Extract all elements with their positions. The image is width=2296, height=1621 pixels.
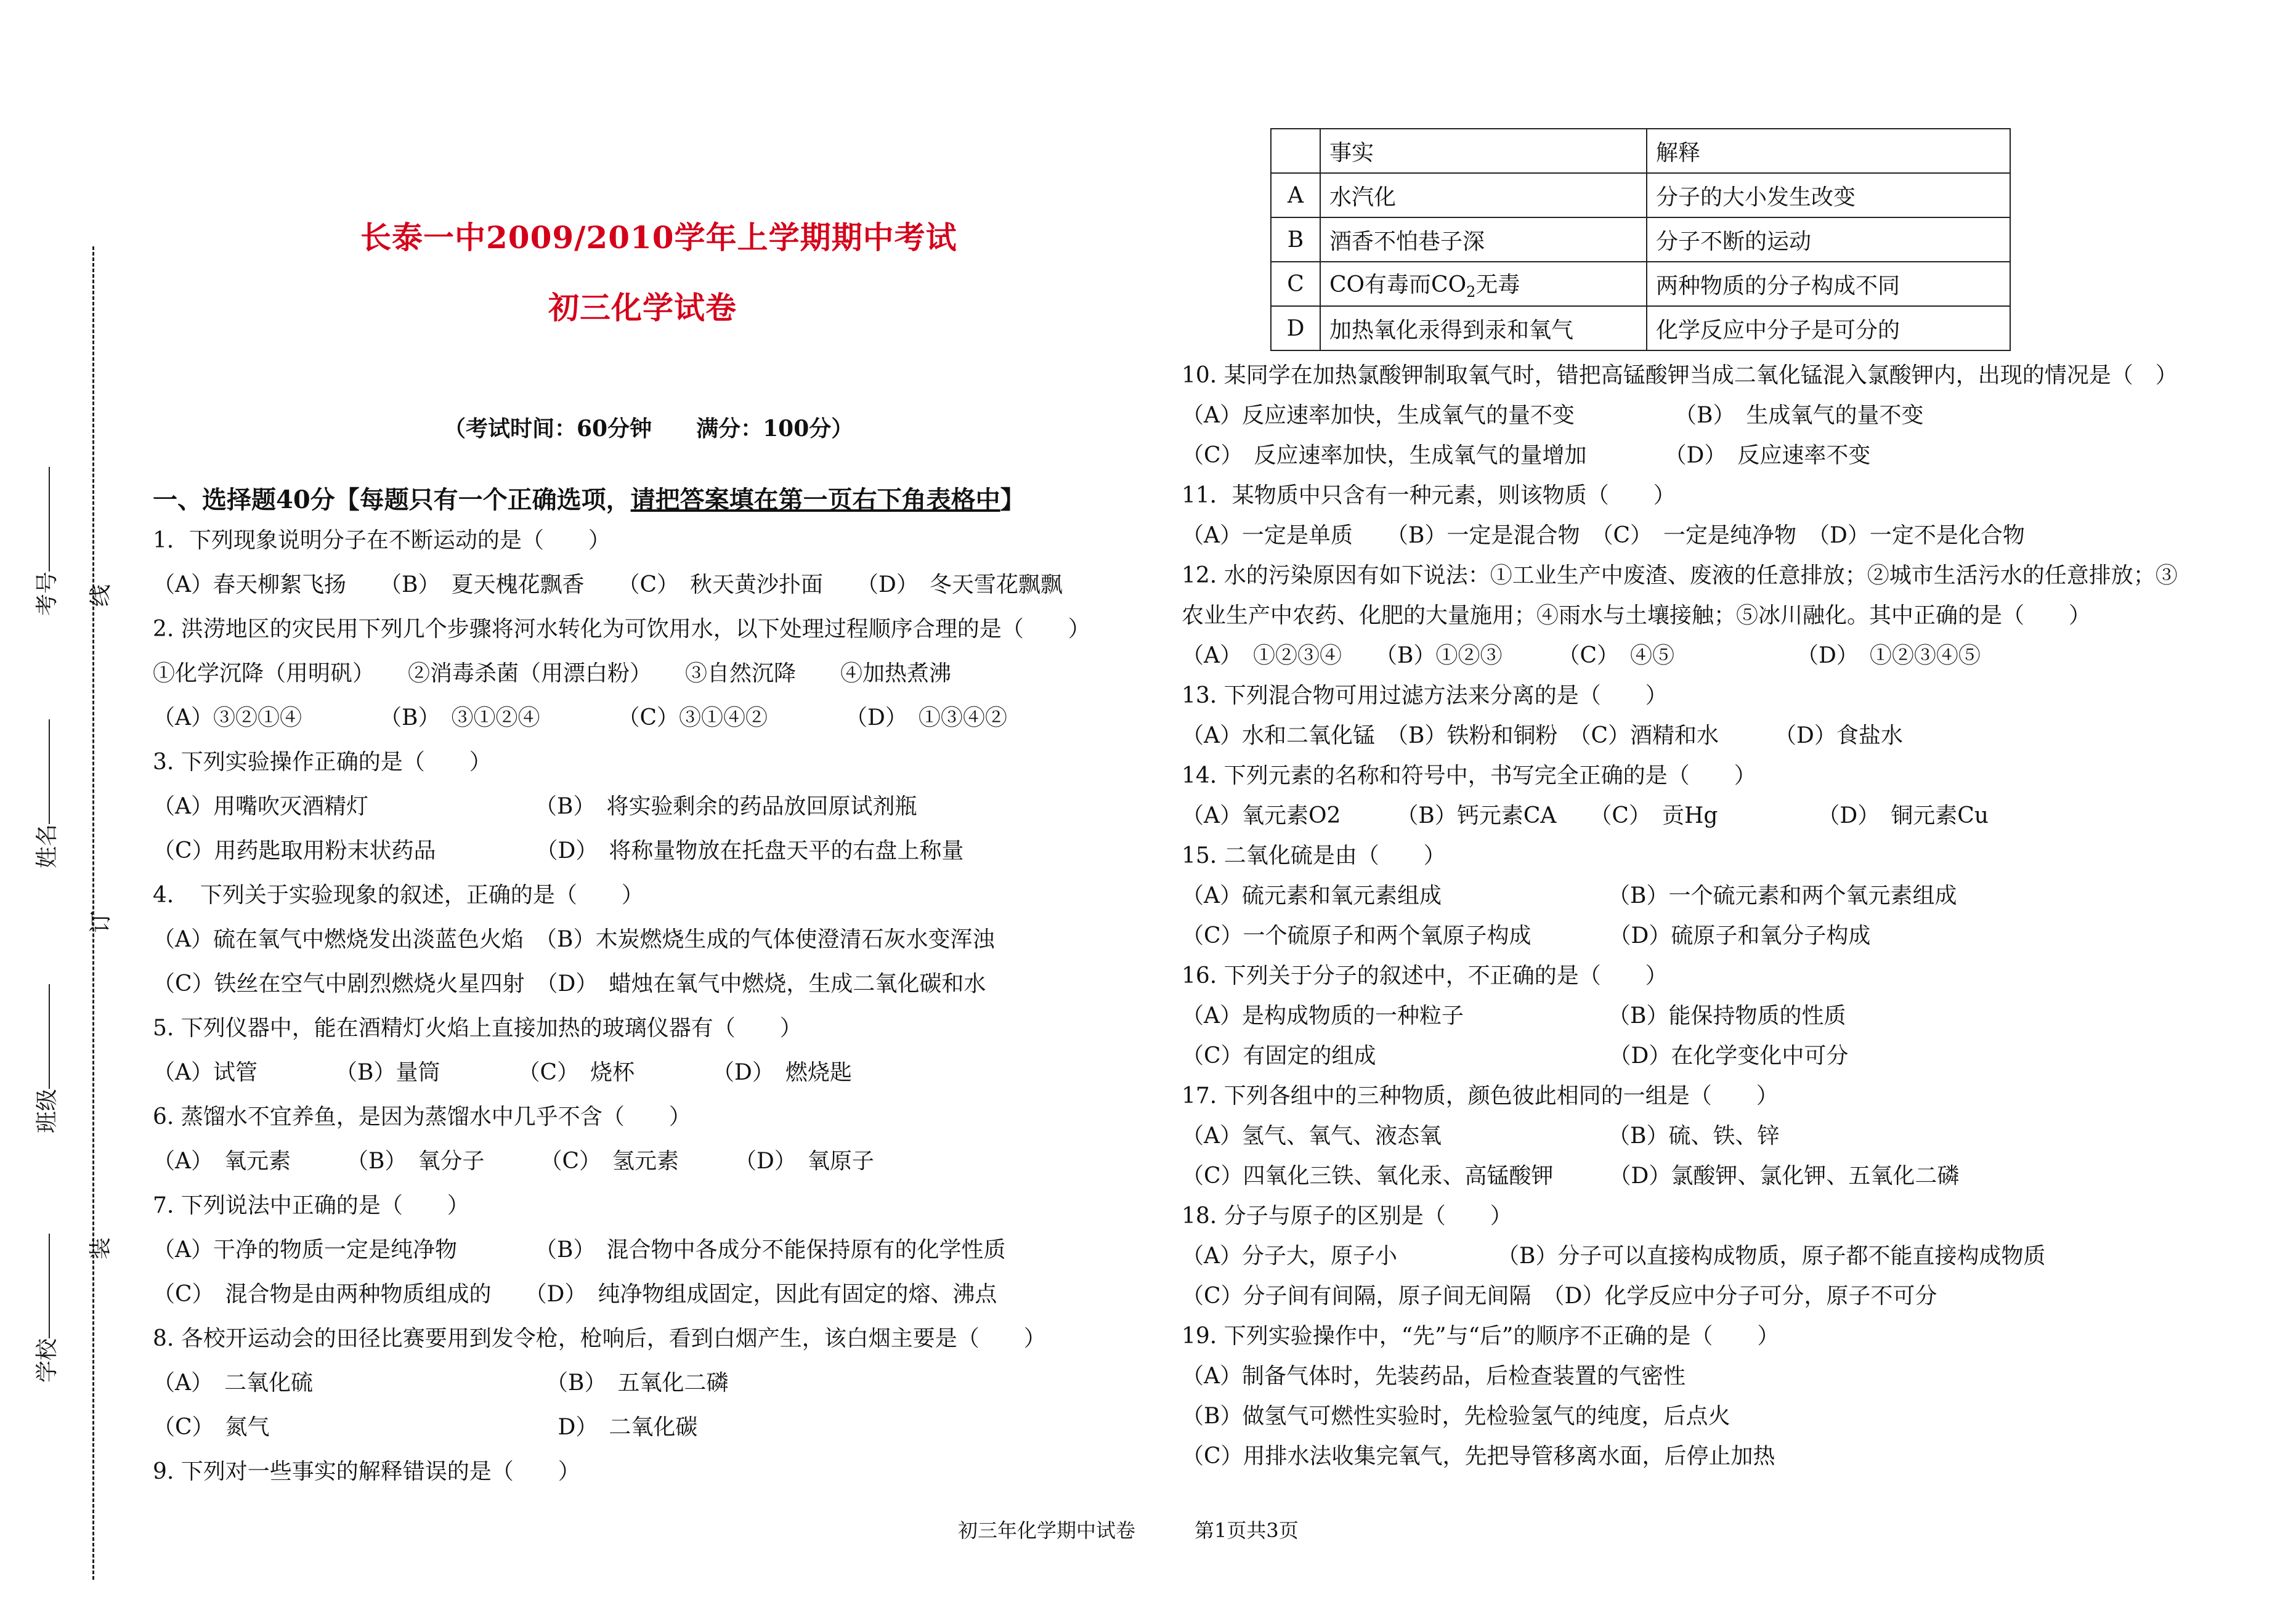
table-key: D bbox=[1271, 306, 1320, 350]
name-blank[interactable] bbox=[47, 719, 50, 824]
section-suffix: 】 bbox=[1000, 485, 1025, 514]
right-line: （C）用排水法收集完氧气，先把导管移离水面，后停止加热 bbox=[1182, 1444, 1775, 1469]
right-line: 14. 下列元素的名称和符号中，书写完全正确的是（ ） bbox=[1182, 763, 1756, 788]
exam-subtitle: 初三化学试卷 bbox=[548, 289, 737, 326]
right-line: 13. 下列混合物可用过滤方法来分离的是（ ） bbox=[1182, 683, 1668, 708]
table-header-cell bbox=[1271, 129, 1320, 173]
cut-line-label: 线 bbox=[88, 584, 113, 607]
right-line: （A）水和二氧化锰 （B）铁粉和铜粉 （C）酒精和水 （D）食盐水 bbox=[1182, 723, 1903, 748]
left-line: 4． 下列关于实验现象的叙述，正确的是（ ） bbox=[153, 883, 644, 908]
section-heading bbox=[153, 480, 1025, 515]
table-key: C bbox=[1271, 262, 1320, 306]
left-line: 7. 下列说法中正确的是（ ） bbox=[153, 1193, 469, 1218]
right-line: 17. 下列各组中的三种物质，颜色彼此相同的一组是（ ） bbox=[1182, 1083, 1779, 1109]
table-explain: 分子的大小发生改变 bbox=[1647, 173, 2010, 217]
left-line: 8. 各校开运动会的田径比赛要用到发令枪，枪响后，看到白烟产生，该白烟主要是（ ） bbox=[153, 1326, 1046, 1351]
table-row bbox=[1271, 306, 2010, 350]
staple-label-ding: 订 bbox=[88, 910, 113, 933]
left-line: 9. 下列对一些事实的解释错误的是（ ） bbox=[153, 1459, 580, 1484]
school-field bbox=[30, 1234, 61, 1383]
page-footer: 初三年化学期中试卷 第1页共3页 bbox=[958, 1519, 1299, 1542]
left-line: （C）用药匙取用粉末状药品 （D） 将称量物放在托盘天平的右盘上称量 bbox=[153, 838, 964, 863]
exam-title: 长泰一中2009/2010学年上学期期中考试 bbox=[360, 219, 957, 256]
left-line: 5. 下列仪器中，能在酒精灯火焰上直接加热的玻璃仪器有（ ） bbox=[153, 1016, 802, 1041]
right-line: （A）氧元素O2 （B）钙元素CA （C） 贡Hg （D） 铜元素Cu bbox=[1182, 803, 1989, 828]
exam-info: （考试时间：60分钟 满分：100分） bbox=[444, 416, 854, 442]
right-line: （C）分子间有间隔，原子间无间隔 （D）化学反应中分子可分，原子不可分 bbox=[1182, 1283, 1937, 1309]
name-label: 姓名 bbox=[34, 823, 60, 868]
right-line: （C） 反应速率加快，生成氧气的量增加 （D） 反应速率不变 bbox=[1182, 443, 1871, 468]
right-line: （A）制备气体时，先装药品，后检查装置的气密性 bbox=[1182, 1364, 1685, 1389]
table-fact bbox=[1320, 262, 1647, 306]
table-row bbox=[1271, 262, 2010, 306]
table-key: B bbox=[1271, 217, 1320, 262]
left-line: （A）用嘴吹灭酒精灯 （B） 将实验剩余的药品放回原试剂瓶 bbox=[153, 794, 917, 819]
name-field bbox=[30, 719, 61, 868]
table-explain: 两种物质的分子构成不同 bbox=[1647, 262, 2010, 306]
class-label: 班级 bbox=[34, 1088, 60, 1133]
left-line: （C） 混合物是由两种物质组成的 （D） 纯净物组成固定，因此有固定的熔、沸点 bbox=[153, 1282, 997, 1307]
table-fact-sub: 2 bbox=[1466, 283, 1476, 301]
table-fact-post: 无毒 bbox=[1475, 272, 1520, 297]
table-header-cell: 解释 bbox=[1647, 129, 2010, 173]
right-line: 15. 二氧化硫是由（ ） bbox=[1182, 843, 1446, 868]
left-line: 2. 洪涝地区的灾民用下列几个步骤将河水转化为可饮用水，以下处理过程顺序合理的是（ ） bbox=[153, 616, 1090, 642]
right-line: 16. 下列关于分子的叙述中，不正确的是（ ） bbox=[1182, 963, 1668, 988]
left-line: （A）干净的物质一定是纯净物 （B） 混合物中各成分不能保持原有的化学性质 bbox=[153, 1237, 1006, 1263]
right-line: 农业生产中农药、化肥的大量施用；④雨水与土壤接触；⑤冰川融化。其中正确的是（ ） bbox=[1182, 603, 2091, 628]
bind-label-zhuang: 装 bbox=[88, 1237, 113, 1259]
left-line: ①化学沉降（用明矾） ②消毒杀菌（用漂白粉） ③自然沉降 ④加热煮沸 bbox=[153, 661, 952, 686]
table-header-cell: 事实 bbox=[1320, 129, 1647, 173]
left-line: （A）硫在氧气中燃烧发出淡蓝色火焰 （B）木炭燃烧生成的气体使澄清石灰水变浑浊 bbox=[153, 927, 995, 952]
left-line: 6. 蒸馏水不宜养鱼，是因为蒸馏水中几乎不含（ ） bbox=[153, 1104, 691, 1130]
left-line: 3. 下列实验操作正确的是（ ） bbox=[153, 750, 492, 775]
left-line: （A）③②①④ （B） ③①②④ （C）③①④② （D） ①③④② bbox=[153, 705, 1007, 730]
table-fact: 加热氧化汞得到汞和氧气 bbox=[1320, 306, 1647, 350]
school-blank[interactable] bbox=[47, 1234, 50, 1338]
right-line: （A）反应速率加快，生成氧气的量不变 （B） 生成氧气的量不变 bbox=[1182, 403, 1924, 428]
right-line: （A）氢气、氧气、液态氧 （B）硫、铁、锌 bbox=[1182, 1123, 1780, 1149]
left-line: （C） 氮气 D） 二氧化碳 bbox=[153, 1415, 698, 1440]
right-line: （A）是构成物质的一种粒子 （B）能保持物质的性质 bbox=[1182, 1003, 1846, 1029]
right-line: （A） ①②③④ （B）①②③ （C） ④⑤ （D） ①②③④⑤ bbox=[1182, 643, 1981, 668]
class-field bbox=[30, 984, 61, 1133]
section-underlined: 请把答案填在第一页右下角表格中 bbox=[630, 485, 1000, 514]
exam-number-label: 考号 bbox=[34, 571, 60, 616]
table-key: A bbox=[1271, 173, 1320, 217]
right-line: 11．某物质中只含有一种元素，则该物质（ ） bbox=[1182, 483, 1676, 508]
facts-table bbox=[1270, 128, 2011, 351]
left-line: （A） 二氧化硫 （B） 五氧化二磷 bbox=[153, 1370, 729, 1396]
right-line: 12. 水的污染原因有如下说法：①工业生产中废渣、废液的任意排放；②城市生活污水的任意排放；③ bbox=[1182, 563, 2178, 588]
left-line: （A）试管 （B）量筒 （C） 烧杯 （D） 燃烧匙 bbox=[153, 1060, 852, 1085]
table-header-row bbox=[1271, 129, 2010, 173]
right-line: （C）一个硫原子和两个氧原子构成 （D）硫原子和氧分子构成 bbox=[1182, 923, 1871, 948]
table-fact: 酒香不怕巷子深 bbox=[1320, 217, 1647, 262]
class-blank[interactable] bbox=[47, 984, 50, 1089]
table-fact-pre: CO有毒而CO bbox=[1329, 272, 1467, 297]
exam-number-blank[interactable] bbox=[47, 467, 50, 572]
right-line: 19. 下列实验操作中，“先”与“后”的顺序不正确的是（ ） bbox=[1182, 1324, 1780, 1349]
right-line: 18. 分子与原子的区别是（ ） bbox=[1182, 1203, 1512, 1229]
right-line: （A）一定是单质 （B）一定是混合物 （C） 一定是纯净物 （D）一定不是化合物 bbox=[1182, 523, 2025, 548]
exam-number-field bbox=[30, 467, 61, 616]
section-prefix: 一、选择题40分【每题只有一个正确选项， bbox=[153, 485, 631, 514]
school-label: 学校 bbox=[34, 1338, 60, 1383]
table-explain: 化学反应中分子是可分的 bbox=[1647, 306, 2010, 350]
right-line: 10. 某同学在加热氯酸钾制取氧气时，错把高锰酸钾当成二氧化锰混入氯酸钾内，出现的情况是（ ） bbox=[1182, 363, 2178, 388]
left-line: （A）春天柳絮飞扬 （B） 夏天槐花飘香 （C） 秋天黄沙扑面 （D） 冬天雪花飘飘 bbox=[153, 572, 1063, 597]
table-row bbox=[1271, 217, 2010, 262]
table-fact: 水汽化 bbox=[1320, 173, 1647, 217]
right-line: （A）分子大，原子小 （B）分子可以直接构成物质，原子都不能直接构成物质 bbox=[1182, 1243, 2046, 1269]
right-line: （C）四氧化三铁、氧化汞、高锰酸钾 （D）氯酸钾、氯化钾、五氧化二磷 bbox=[1182, 1163, 1960, 1189]
left-line: （A） 氧元素 （B） 氧分子 （C） 氢元素 （D） 氧原子 bbox=[153, 1149, 874, 1174]
left-line: 1．下列现象说明分子在不断运动的是（ ） bbox=[153, 528, 611, 553]
left-line: （C）铁丝在空气中剧烈燃烧火星四射 （D） 蜡烛在氧气中燃烧，生成二氧化碳和水 bbox=[153, 971, 986, 996]
table-explain: 分子不断的运动 bbox=[1647, 217, 2010, 262]
right-line: （C）有固定的组成 （D）在化学变化中可分 bbox=[1182, 1043, 1849, 1069]
right-line: （A）硫元素和氧元素组成 （B）一个硫元素和两个氧元素组成 bbox=[1182, 883, 1957, 908]
right-line: （B）做氢气可燃性实验时，先检验氢气的纯度，后点火 bbox=[1182, 1404, 1730, 1429]
table-row bbox=[1271, 173, 2010, 217]
